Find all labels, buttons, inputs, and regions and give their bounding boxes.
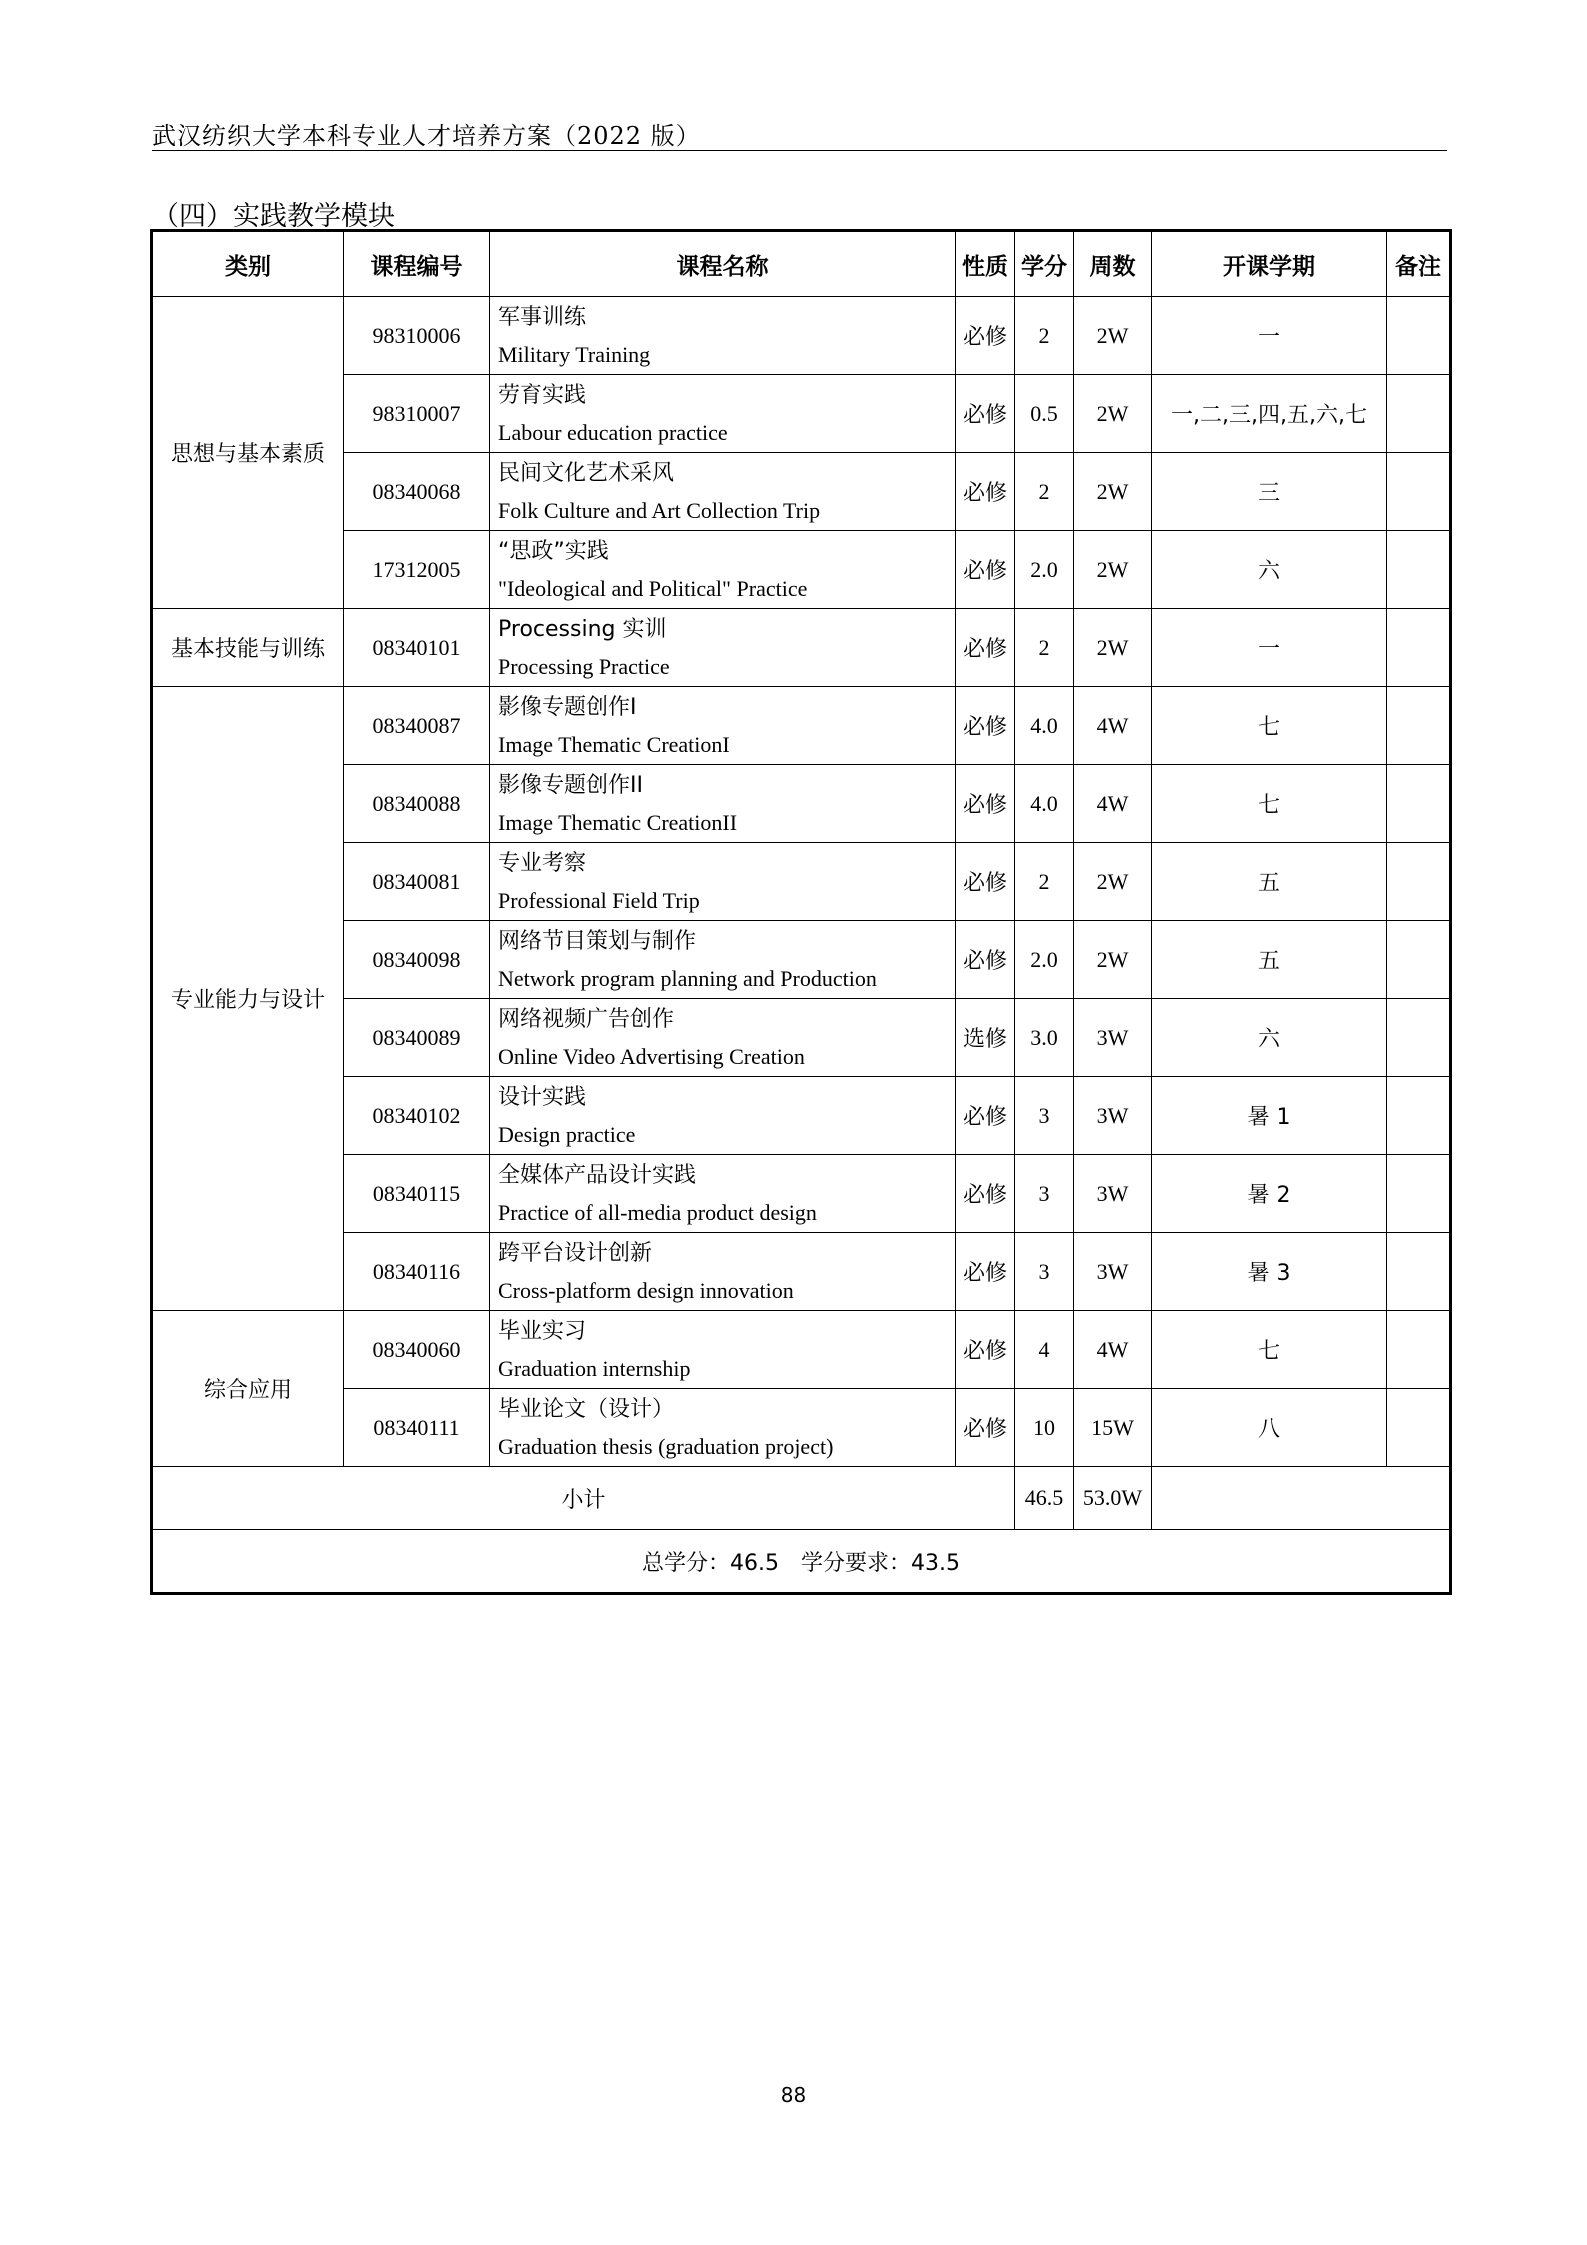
course-term: 一	[1152, 609, 1387, 687]
course-note	[1387, 999, 1451, 1077]
table-row	[152, 1155, 1451, 1233]
course-name-zh: 网络视频广告创作	[498, 1006, 675, 1032]
course-nature: 必修	[956, 843, 1015, 921]
course-name	[490, 765, 956, 843]
course-name-en: Graduation internship	[498, 1355, 691, 1381]
course-code: 98310006	[344, 297, 490, 375]
course-term: 五	[1152, 843, 1387, 921]
course-name-zh: 跨平台设计创新	[498, 1240, 653, 1266]
course-term: 八	[1152, 1389, 1387, 1467]
course-note	[1387, 531, 1451, 609]
course-name-zh: 网络节目策划与制作	[498, 928, 697, 954]
table-row	[152, 453, 1451, 531]
course-code: 08340116	[344, 1233, 490, 1311]
course-code: 08340102	[344, 1077, 490, 1155]
course-name-en: Labour education practice	[498, 419, 728, 445]
course-name-zh: “思政”实践	[498, 538, 609, 564]
table-row	[152, 843, 1451, 921]
course-code: 08340101	[344, 609, 490, 687]
course-weeks: 2W	[1074, 375, 1152, 453]
course-weeks: 3W	[1074, 1155, 1152, 1233]
course-name-zh: Processing 实训	[498, 616, 667, 642]
course-nature: 必修	[956, 687, 1015, 765]
section-title: （四）实践教学模块	[152, 201, 395, 232]
course-note	[1387, 921, 1451, 999]
course-name-en: Military Training	[498, 341, 651, 367]
table-row	[152, 297, 1451, 375]
category-cell: 专业能力与设计	[152, 687, 344, 1311]
course-weeks: 4W	[1074, 1311, 1152, 1389]
course-credit: 2	[1015, 453, 1074, 531]
course-name-zh: 民间文化艺术采风	[498, 460, 675, 486]
total-credit-summary: 总学分：46.5 学分要求：43.5	[152, 1530, 1451, 1594]
course-name	[490, 1233, 956, 1311]
course-nature: 必修	[956, 1389, 1015, 1467]
course-note	[1387, 765, 1451, 843]
course-note	[1387, 1311, 1451, 1389]
header-divider	[152, 150, 1447, 151]
course-name-en: Folk Culture and Art Collection Trip	[498, 497, 821, 523]
table-row	[152, 1311, 1451, 1389]
course-code: 08340115	[344, 1155, 490, 1233]
course-note	[1387, 375, 1451, 453]
course-name-zh: 军事训练	[498, 304, 587, 330]
column-header: 课程名称	[490, 231, 956, 297]
course-credit: 2	[1015, 609, 1074, 687]
category-cell: 思想与基本素质	[152, 297, 344, 609]
course-code: 08340087	[344, 687, 490, 765]
course-note	[1387, 1155, 1451, 1233]
course-nature: 必修	[956, 1233, 1015, 1311]
course-name	[490, 843, 956, 921]
course-name-zh: 全媒体产品设计实践	[498, 1162, 697, 1188]
course-name	[490, 1077, 956, 1155]
course-weeks: 2W	[1074, 297, 1152, 375]
course-note	[1387, 1233, 1451, 1311]
course-nature: 必修	[956, 609, 1015, 687]
course-name-en: Professional Field Trip	[498, 887, 700, 913]
course-note	[1387, 843, 1451, 921]
practice-module-table	[150, 229, 1452, 1595]
course-credit: 2.0	[1015, 921, 1074, 999]
course-weeks: 2W	[1074, 609, 1152, 687]
course-term: 七	[1152, 687, 1387, 765]
subtotal-label: 小计	[152, 1467, 1015, 1530]
course-code: 08340088	[344, 765, 490, 843]
course-name-en: Processing Practice	[498, 653, 670, 679]
course-credit: 3	[1015, 1233, 1074, 1311]
table-row	[152, 687, 1451, 765]
course-code: 08340111	[344, 1389, 490, 1467]
table-row	[152, 609, 1451, 687]
course-name-en: Network program planning and Production	[498, 965, 877, 991]
category-cell: 综合应用	[152, 1311, 344, 1467]
table-row	[152, 1233, 1451, 1311]
course-code: 17312005	[344, 531, 490, 609]
course-name	[490, 1155, 956, 1233]
document-header: 武汉纺织大学本科专业人才培养方案（2022 版）	[152, 122, 701, 150]
course-weeks: 15W	[1074, 1389, 1152, 1467]
column-header: 课程编号	[344, 231, 490, 297]
course-name-en: Practice of all-media product design	[498, 1199, 817, 1225]
course-name-zh: 专业考察	[498, 850, 587, 876]
table-row	[152, 531, 1451, 609]
course-note	[1387, 1389, 1451, 1467]
course-nature: 必修	[956, 297, 1015, 375]
course-term: 一,二,三,四,五,六,七	[1152, 375, 1387, 453]
course-weeks: 3W	[1074, 1233, 1152, 1311]
course-weeks: 2W	[1074, 921, 1152, 999]
course-credit: 2	[1015, 297, 1074, 375]
course-name	[490, 297, 956, 375]
course-weeks: 4W	[1074, 765, 1152, 843]
course-weeks: 2W	[1074, 453, 1152, 531]
subtotal-row	[152, 1467, 1451, 1530]
subtotal-empty	[1152, 1467, 1451, 1530]
course-name	[490, 1389, 956, 1467]
course-credit: 2.0	[1015, 531, 1074, 609]
course-weeks: 2W	[1074, 531, 1152, 609]
table-row	[152, 375, 1451, 453]
course-name-zh: 影像专题创作II	[498, 772, 643, 798]
course-note	[1387, 453, 1451, 531]
course-weeks: 3W	[1074, 999, 1152, 1077]
course-term: 五	[1152, 921, 1387, 999]
subtotal-weeks: 53.0W	[1074, 1467, 1152, 1530]
course-nature: 必修	[956, 921, 1015, 999]
column-header: 备注	[1387, 231, 1451, 297]
course-nature: 必修	[956, 453, 1015, 531]
course-term: 六	[1152, 531, 1387, 609]
course-nature: 必修	[956, 531, 1015, 609]
category-cell: 基本技能与训练	[152, 609, 344, 687]
table-row	[152, 765, 1451, 843]
course-credit: 10	[1015, 1389, 1074, 1467]
subtotal-credit: 46.5	[1015, 1467, 1074, 1530]
course-weeks: 2W	[1074, 843, 1152, 921]
course-name	[490, 1311, 956, 1389]
course-code: 08340089	[344, 999, 490, 1077]
course-name-en: Online Video Advertising Creation	[498, 1043, 805, 1069]
course-nature: 选修	[956, 999, 1015, 1077]
course-term: 六	[1152, 999, 1387, 1077]
course-name	[490, 999, 956, 1077]
column-header: 类别	[152, 231, 344, 297]
course-credit: 2	[1015, 843, 1074, 921]
course-name	[490, 609, 956, 687]
course-name-en: Graduation thesis (graduation project)	[498, 1433, 834, 1459]
course-note	[1387, 609, 1451, 687]
table-row	[152, 999, 1451, 1077]
table-row	[152, 1077, 1451, 1155]
course-credit: 3.0	[1015, 999, 1074, 1077]
course-name-zh: 劳育实践	[498, 382, 587, 408]
course-credit: 4	[1015, 1311, 1074, 1389]
course-weeks: 3W	[1074, 1077, 1152, 1155]
total-row	[152, 1530, 1451, 1594]
course-note	[1387, 1077, 1451, 1155]
course-code: 98310007	[344, 375, 490, 453]
column-header: 学分	[1015, 231, 1074, 297]
course-nature: 必修	[956, 1077, 1015, 1155]
course-credit: 4.0	[1015, 765, 1074, 843]
course-term: 暑 2	[1152, 1155, 1387, 1233]
course-credit: 3	[1015, 1155, 1074, 1233]
course-term: 一	[1152, 297, 1387, 375]
course-term: 暑 1	[1152, 1077, 1387, 1155]
course-name-en: Image Thematic CreationI	[498, 731, 730, 757]
column-header: 周数	[1074, 231, 1152, 297]
course-weeks: 4W	[1074, 687, 1152, 765]
course-name-en: Design practice	[498, 1121, 636, 1147]
course-name-en: Image Thematic CreationII	[498, 809, 738, 835]
course-name-zh: 影像专题创作I	[498, 694, 637, 720]
course-name-en: Cross-platform design innovation	[498, 1277, 794, 1303]
column-header: 性质	[956, 231, 1015, 297]
course-name-en: "Ideological and Political" Practice	[498, 575, 808, 601]
course-name-zh: 毕业论文（设计）	[498, 1396, 675, 1422]
table-row	[152, 1389, 1451, 1467]
course-name	[490, 531, 956, 609]
table-row	[152, 921, 1451, 999]
course-name-zh: 设计实践	[498, 1084, 587, 1110]
course-nature: 必修	[956, 1311, 1015, 1389]
course-code: 08340068	[344, 453, 490, 531]
course-term: 七	[1152, 1311, 1387, 1389]
course-name	[490, 375, 956, 453]
course-code: 08340060	[344, 1311, 490, 1389]
table-header-row	[152, 231, 1451, 297]
course-nature: 必修	[956, 1155, 1015, 1233]
course-term: 暑 3	[1152, 1233, 1387, 1311]
course-credit: 3	[1015, 1077, 1074, 1155]
course-name	[490, 687, 956, 765]
course-name-zh: 毕业实习	[498, 1318, 587, 1344]
course-note	[1387, 687, 1451, 765]
course-term: 七	[1152, 765, 1387, 843]
course-credit: 0.5	[1015, 375, 1074, 453]
course-credit: 4.0	[1015, 687, 1074, 765]
course-term: 三	[1152, 453, 1387, 531]
course-name	[490, 921, 956, 999]
course-code: 08340098	[344, 921, 490, 999]
course-nature: 必修	[956, 375, 1015, 453]
course-note	[1387, 297, 1451, 375]
course-code: 08340081	[344, 843, 490, 921]
course-name	[490, 453, 956, 531]
column-header: 开课学期	[1152, 231, 1387, 297]
course-nature: 必修	[956, 765, 1015, 843]
page-number: 88	[780, 2083, 807, 2107]
